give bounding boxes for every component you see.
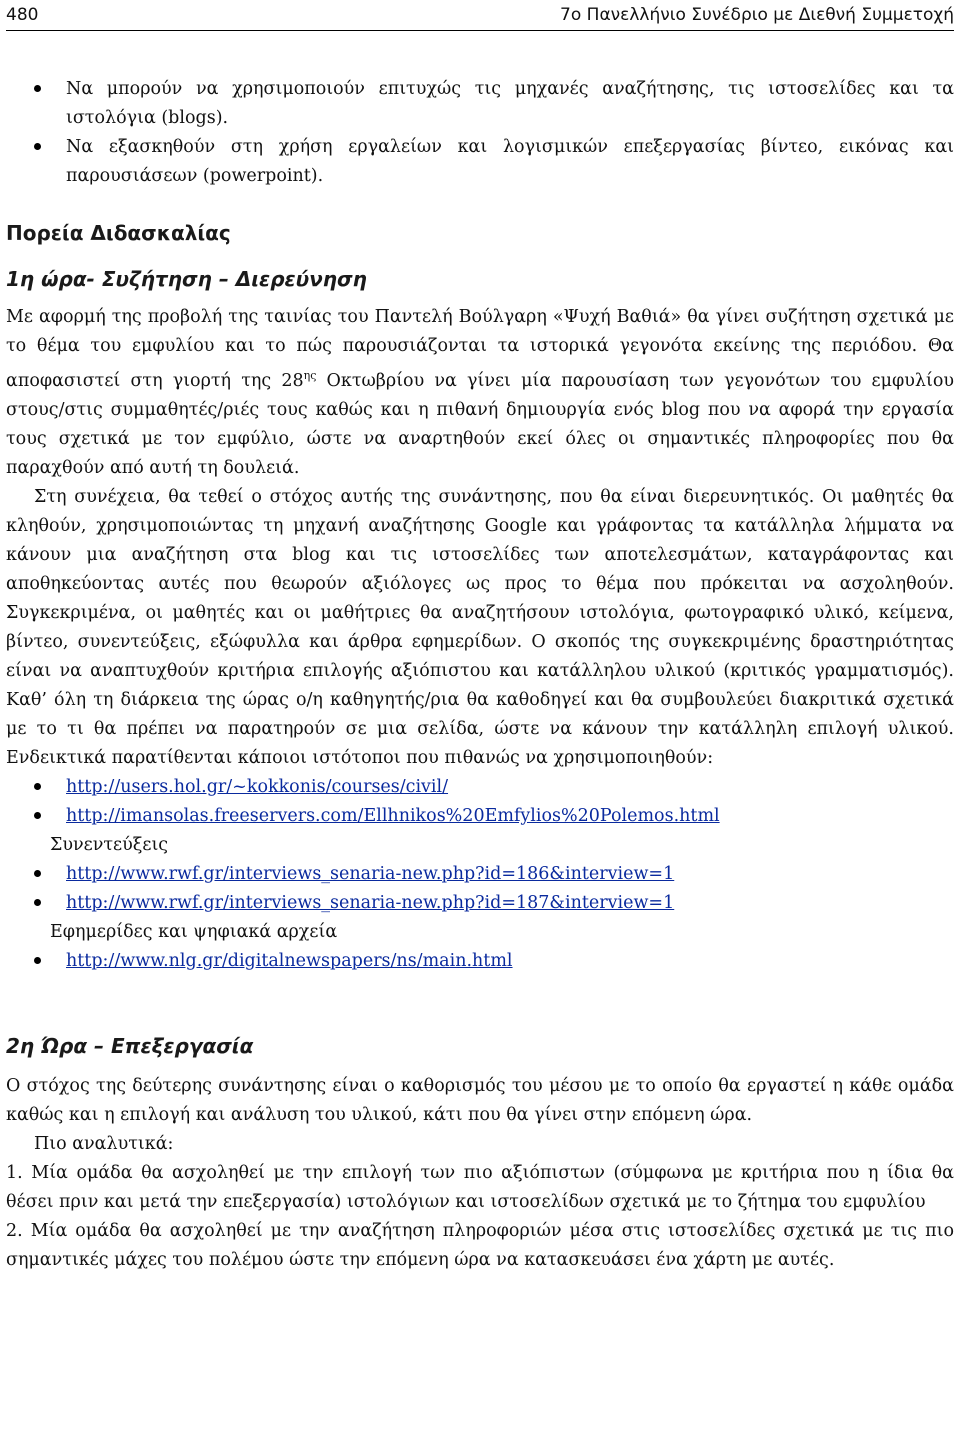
link-nlg-newspapers[interactable]: http://www.nlg.gr/digitalnewspapers/ns/main.html	[66, 950, 513, 971]
link-imansolas[interactable]: http://imansolas.freeservers.com/Ellhnikos%20Emfylios%20Polemos.html	[66, 805, 720, 826]
link-interview-187[interactable]: http://www.rwf.gr/interviews_senaria-new.php?id=187&interview=1	[66, 892, 675, 913]
hour1-paragraph-1: Με αφορμή της προβολή της ταινίας του Παντελή Βούλγαρη «Ψυχή Βαθιά» θα γίνει συζήτηση σχετικά με το θέμα του εμφυλίου και το πώς παρουσιάζονται τα ιστορικά γεγονότα εκείνης της περιόδου. Θα αποφασιστεί στη γιορτή της $28^{\eta\varsigma}$ Οκτωβρίου να γίνει μία παρουσίαση των γεγονότων του εμφυλίου στους/στις συμμαθητές/ριές τους καθώς και η πιθανή δημιουργία ενός blog που να αφορά την εργασία τους σχετικά με τον εμφύλιο, ώστε να αναρτηθούν εκεί όλες οι σημαντικές πληροφορίες που θα παραχθούν από αυτή τη δουλειά.	[6, 307, 954, 478]
hour2-title: 2η Ώρα – Επεξεργασία	[6, 1033, 254, 1058]
hour2-paragraph-1: Ο στόχος της δεύτερης συνάντησης είναι ο καθορισμός του μέσου με το οποίο θα εργαστεί η κάθε ομάδα καθώς και η επιλογή και ανάλυση του υλικού, κάτι που θα γίνει στην επόμενη ώρα.	[6, 1075, 954, 1125]
link-civil-courses[interactable]: http://users.hol.gr/~kokkonis/courses/civil/	[66, 776, 449, 797]
conference-title: 7ο Πανελλήνιο Συνέδριο με Διεθνή Συμμετοχή	[560, 5, 954, 25]
bullet-icon	[34, 812, 41, 819]
hour1-paragraph-2: Στη συνέχεια, θα τεθεί ο στόχος αυτής της συνάντησης, που θα είναι διερευνητικός. Οι μαθητές θα κληθούν, χρησιμοποιώντας τη μηχανή αναζήτησης Google και γράφοντας τα κατάλληλα λήμματα να κάνουν μια αναζήτηση στα blog και τις ιστοσελίδες των αποτελεσμάτων, καταγράφοντας και αποθηκεύοντας αυτές που θεωρούν αξιόλογες ως προς το θέμα που πρόκειται να ασχοληθούν. Συγκεκριμένα, οι μαθητές και οι μαθήτριες θα αναζητήσουν ιστολόγια, φωτογραφικό υλικό, κείμενα, βίντεο, συνεντεύξεις, εξώφυλλα και άρθρα εφημερίδων. Ο σκοπός της συγκεκριμένης δραστηριότητας είναι να αναπτυχθούν κριτήρια επιλογής αξιόπιστου και κατάλληλου υλικού (κριτικός γραμματισμός). Καθ’ όλη τη διάρκεια της ώρας ο/η καθηγητής/ρια θα καθοδηγεί και θα συμβουλεύει διακριτικά σχετικά με το τι θα πρέπει να παρατηρούν σε μια σελίδα, ώστε να κάνουν την κατάλληλη επιλογή υλικού. Ενδεικτικά παρατίθενται κάποιοι ιστότοποι που πιθανώς να χρησιμοποιηθούν:	[6, 486, 954, 768]
list-item	[6, 860, 954, 889]
newspapers-label: Εφημερίδες και ψηφιακά αρχεία	[50, 921, 338, 942]
hour2-item-2: 2. Μία ομάδα θα ασχοληθεί με την αναζήτηση πληροφοριών μέσα στις ιστοσελίδες σχετικά με τις πιο σημαντικές μάχες του πολέμου ώστε την επόμενη ώρα να κατασκευάσει ένα χάρτη με αυτές.	[6, 1220, 954, 1270]
bullet-icon	[34, 870, 41, 877]
hour1-title: 1η ώρα- Συζήτηση – Διερεύνηση	[6, 267, 367, 291]
links-list-interviews	[6, 860, 954, 918]
list-item	[6, 947, 954, 976]
links-list-sites	[6, 773, 954, 831]
list-item	[6, 802, 954, 831]
interviews-label: Συνεντεύξεις	[50, 834, 169, 855]
hour2-paragraph-2: Πιο αναλυτικά:	[34, 1133, 174, 1154]
document-page	[6, 0, 954, 1275]
link-interview-186[interactable]: http://www.rwf.gr/interviews_senaria-new.php?id=186&interview=1	[66, 863, 675, 884]
list-item	[6, 889, 954, 918]
list-item: Να εξασκηθούν στη χρήση εργαλείων και λογισμικών επεξεργασίας βίντεο, εικόνας και παρουσιάσεων (powerpoint).	[6, 133, 954, 191]
bullet-icon	[34, 85, 41, 92]
page-header	[6, 0, 954, 31]
objectives-list	[6, 75, 954, 191]
bullet-icon	[34, 783, 41, 790]
page-number: 480	[6, 5, 39, 25]
bullet-icon	[34, 899, 41, 906]
list-item	[6, 773, 954, 802]
links-list-newspapers	[6, 947, 954, 976]
bullet-icon	[34, 143, 41, 150]
section-title: Πορεία Διδασκαλίας	[6, 221, 231, 245]
list-item: Να μπορούν να χρησιμοποιούν επιτυχώς τις μηχανές αναζήτησης, τις ιστοσελίδες και τα ιστολόγια (blogs).	[6, 75, 954, 133]
hour2-item-1: 1. Μία ομάδα θα ασχοληθεί με την επιλογή των πιο αξιόπιστων (σύμφωνα με κριτήρια που η ίδια θα θέσει πριν και μετά την επεξεργασία) ιστολόγιων και ιστοσελίδων σχετικά με το ζήτημα του εμφυλίου	[6, 1162, 954, 1212]
bullet-icon	[34, 957, 41, 964]
